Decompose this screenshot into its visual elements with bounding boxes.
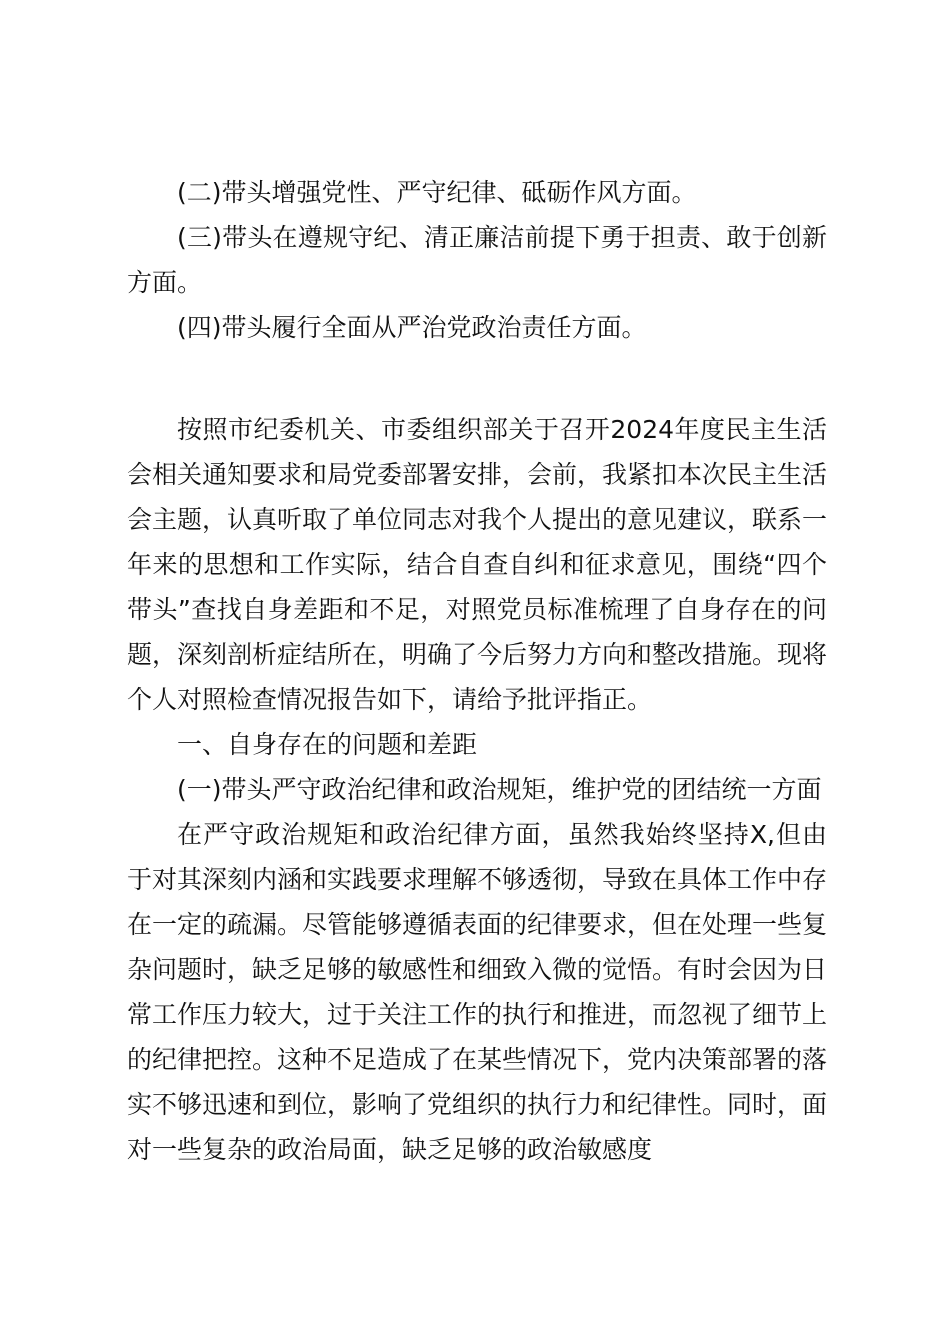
- intro-item-2: (二)带头增强党性、严守纪律、砥砺作风方面。: [177, 178, 697, 207]
- section-heading: 一、自身存在的问题和差距: [177, 730, 478, 759]
- opening-paragraph: 按照市纪委机关、市委组织部关于召开2024年度民主生活会相关通知要求和局党委部署安排，会前，我紧扣本次民主生活会主题，认真听取了单位同志对我个人提出的意见建议，联系一年来的思想和工作实际，结合自查自纠和征求意见，围绕“四个带头”查找自身差距和不足，对照党员标准梳理了自身存在的问题，深刻剖析症结所在，明确了今后努力方向和整改措施。现将个人对照检查情况报告如下，请给予批评指正。: [127, 415, 828, 714]
- subsection-heading: (一)带头严守政治纪律和政治规矩，维护党的团结统一方面: [177, 775, 822, 804]
- intro-item-4: (四)带头履行全面从严治党政治责任方面。: [177, 313, 647, 342]
- body-paragraph: 在严守政治规矩和政治纪律方面，虽然我始终坚持X,但由于对其深刻内涵和实践要求理解不够透彻，导致在具体工作中存在一定的疏漏。尽管能够遵循表面的纪律要求，但在处理一些复杂问题时，缺乏足够的敏感性和细致入微的觉悟。有时会因为日常工作压力较大，过于关注工作的执行和推进，而忽视了细节上的纪律把控。这种不足造成了在某些情况下，党内决策部署的落实不够迅速和到位，影响了党组织的执行力和纪律性。同时，面对一些复杂的政治局面，缺乏足够的政治敏感度: [127, 820, 828, 1164]
- intro-item-3: (三)带头在遵规守纪、清正廉洁前提下勇于担责、敢于创新方面。: [127, 223, 827, 297]
- document-body: [127, 170, 827, 1172]
- section-gap: [127, 350, 827, 407]
